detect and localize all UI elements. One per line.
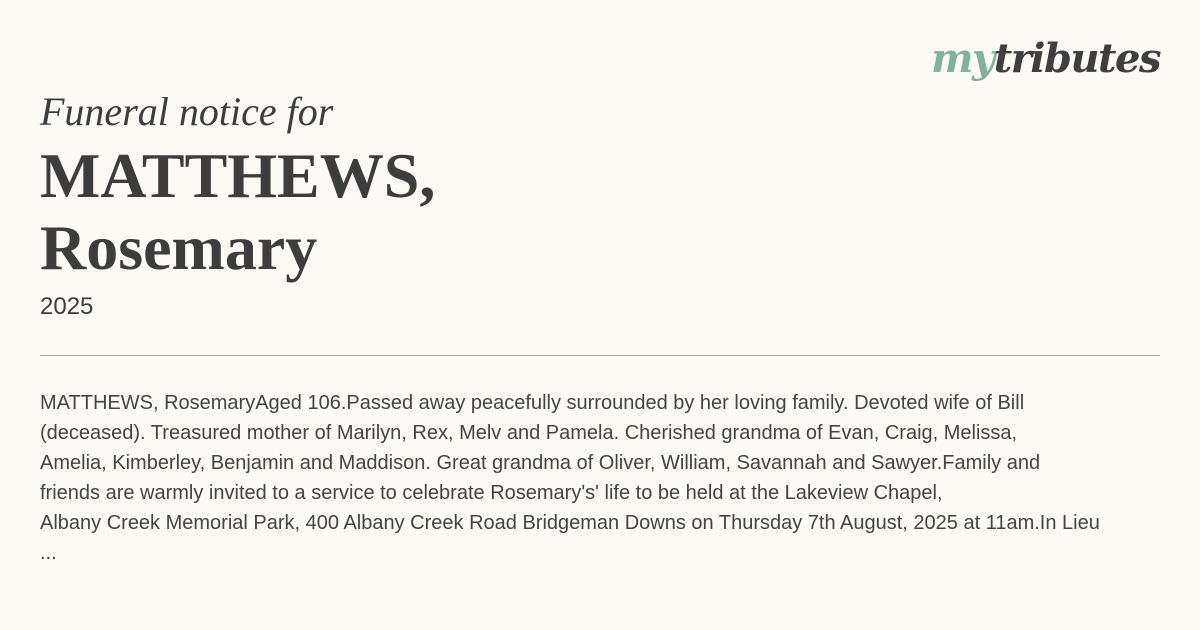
section-divider [40,355,1160,356]
notice-body [40,388,1190,568]
deceased-given-name: Rosemary [40,212,318,283]
notice-year: 2025 [40,293,94,320]
mytributes-logo [931,33,1160,85]
deceased-name [40,140,435,284]
notice-body-line: MATTHEWS, RosemaryAged 106.Passed away peacefully surrounded by her loving family. Devoted wife of Bill [40,392,1025,414]
notice-body-line: friends are warmly invited to a service to celebrate Rosemary's' life to be held at the Lakeview Chapel, [40,482,943,504]
notice-body-line: Albany Creek Memorial Park, 400 Albany Creek Road Bridgeman Downs on Thursday 7th August, 2025 at 11am.In Lieu [40,512,1100,534]
logo-text-tributes: tributes [993,35,1160,82]
notice-body-line: Amelia, Kimberley, Benjamin and Maddison. Great grandma of Oliver, William, Savannah and Sawyer.Family and [40,452,1041,474]
deceased-surname: MATTHEWS, [40,140,436,211]
notice-body-line: (deceased). Treasured mother of Marilyn, Rex, Melv and Pamela. Cherished grandma of Evan, Craig, Melissa, [40,422,1018,444]
logo-text-my: my [931,35,994,82]
notice-heading: Funeral notice for [40,89,334,134]
notice-body-ellipsis: ... [40,542,57,564]
